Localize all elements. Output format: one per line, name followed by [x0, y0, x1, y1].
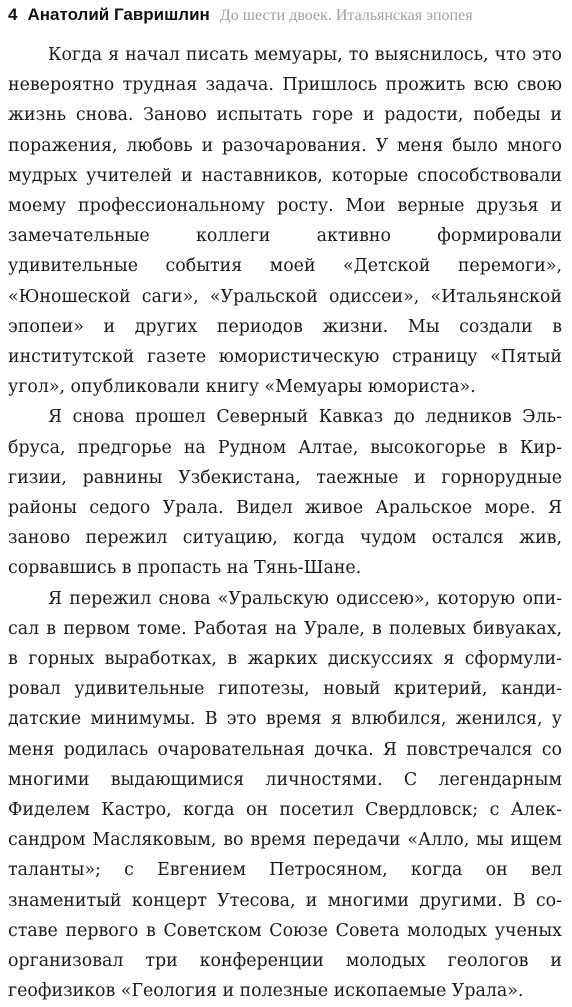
paragraph: Я снова прошел Северный Кавказ до ледников Эльбруса, предгорье на Рудном Алтае, высокогорье в Киргизии, равнины Узбекистана, таежные и горнорудные районы седого Урала. Видел живое Аральское море. Я заново пережил ситуацию, когда чудом остался жив, сорвавшись в пропасть на Тянь-Шане. [8, 407, 562, 579]
paragraph: Я пережил снова «Уральскую одиссею», которую описал в первом томе. Работая на Урале, в полевых бивуаках, в горных выработках, в жарких дискуссиях я сформулировал удивительные гипотезы, новый критерий, кандидатские минимумы. В это время я влюбился, женился, у меня родилась очаровательная дочка. Я повстречался со многими выдающимися личностями. С легендарным Фиделем Кастро, когда он посетил Свердловск; с Александром Масляковым, во время передачи «Алло, мы ищем таланты»; с Евгением Петросяном, когда он вел знаменитый концерт Утесова, и многими другими. В составе первого в Советском Союзе Совета молодых ученых организовал три конференции молодых геологов и геофизиков «Геология и полезные ископаемые Урала». [8, 588, 562, 1002]
paragraph: Когда я начал писать мемуары, то выяснилось, что это невероятно трудная задача. Пришлось прожить всю свою жизнь снова. Заново испытать горе и радости, победы и поражения, любовь и разочарования. У меня было много мудрых учителей и наставников, которые способствовали моему профессиональному росту. Мои верные друзья и замечательные коллеги активно формировали удивительные события моей «Детской перемоги», «Юношеской саги», «Уральской одиссеи», «Итальянской эпопеи» и других периодов жизни. Мы создали в институтской газете юмористическую страницу «Пятый угол», опубликовали книгу «Мемуары юмориста». [8, 45, 562, 398]
page-number: 4 [8, 5, 18, 24]
book-title: До шести двоек. Итальянская эпопея [219, 7, 473, 24]
author-name: Анатолий Гавришлин [27, 5, 210, 24]
running-header [8, 4, 562, 30]
body-text [8, 40, 562, 1007]
